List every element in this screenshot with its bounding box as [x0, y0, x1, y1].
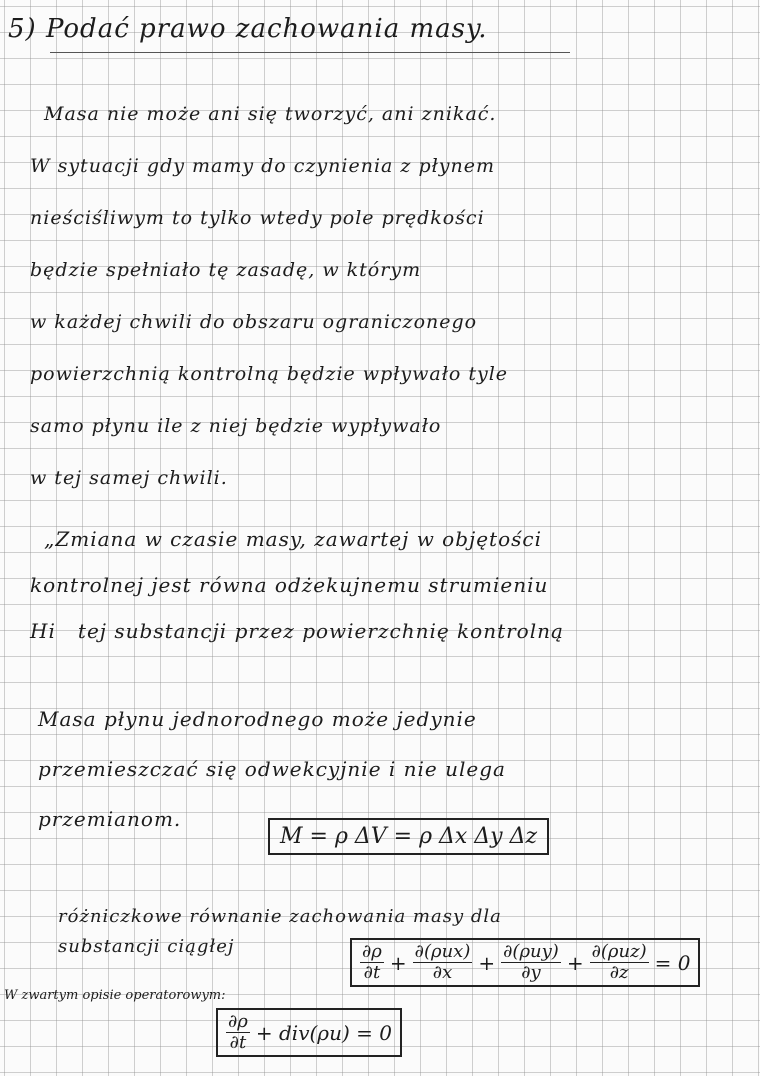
fraction-term: $\frac{\text{∂(ρux)}}{\partial x}$: [414, 941, 471, 983]
text-line: W sytuacji gdy mamy do czynienia z płynem: [30, 155, 496, 177]
text-line: Masa płynu jednorodnego może jedynie: [38, 707, 477, 731]
fraction-term: $\frac{\text{∂(ρuz)}}{\partial z}$: [591, 941, 647, 983]
page-title: 5) Podać prawo zachowania masy.: [8, 14, 488, 44]
continuity-equation-box: [350, 938, 700, 987]
equals-zero: = 0: [654, 950, 691, 975]
text-line: w każdej chwili do obszaru ograniczonego: [30, 311, 478, 333]
text-line: nieściśliwym to tylko wtedy pole prędkości: [30, 207, 485, 229]
margin-mark: Hi: [30, 619, 56, 643]
fraction-term: $\frac{\partial\rho}{\partial t}$: [362, 941, 382, 983]
text-line: przemieszczać się odwekcyjnie i nie ulega: [38, 757, 506, 781]
plus-sign: +: [389, 950, 407, 975]
mass-formula-box: M = ρ ΔV = ρ Δx Δy Δz: [268, 818, 549, 855]
text-line: tej substancji przez powierzchnię kontrolną: [77, 619, 564, 643]
compact-equation-box: [216, 1008, 402, 1057]
plus-sign: +: [478, 950, 496, 975]
text-line: przemianom.: [38, 807, 182, 831]
text-line: „Zmiana w czasie masy, zawartej w objętości: [44, 527, 542, 551]
text-line: będzie spełniało tę zasadę, w którym: [30, 259, 422, 281]
text-line: powierzchnią kontrolną będzie wpływało tyle: [30, 363, 509, 385]
text-line: różniczkowe równanie zachowania masy dla: [58, 906, 502, 927]
operator-note: W zwartym opisie operatorowym:: [4, 988, 226, 1003]
divergence-term: + div(ρu) = 0: [255, 1020, 392, 1045]
paragraph-definition: [30, 516, 745, 654]
text-line: kontrolnej jest równa odżekujnemu strumieniu: [30, 573, 549, 597]
fraction-term: $\frac{\text{∂(ρuy)}}{\partial y}$: [503, 941, 559, 983]
title-underline: [50, 52, 570, 53]
plus-sign: +: [566, 950, 584, 975]
text-line: Masa nie może ani się tworzyć, ani znikać.: [44, 103, 497, 125]
paragraph-mass-conservation: [30, 88, 740, 504]
fraction-term: $\frac{\partial\rho}{\partial t}$: [228, 1011, 248, 1053]
text-line: samo płynu ile z niej będzie wypływało: [30, 415, 442, 437]
text-line: substancji ciągłej: [58, 936, 235, 957]
text-line: w tej samej chwili.: [30, 467, 228, 489]
